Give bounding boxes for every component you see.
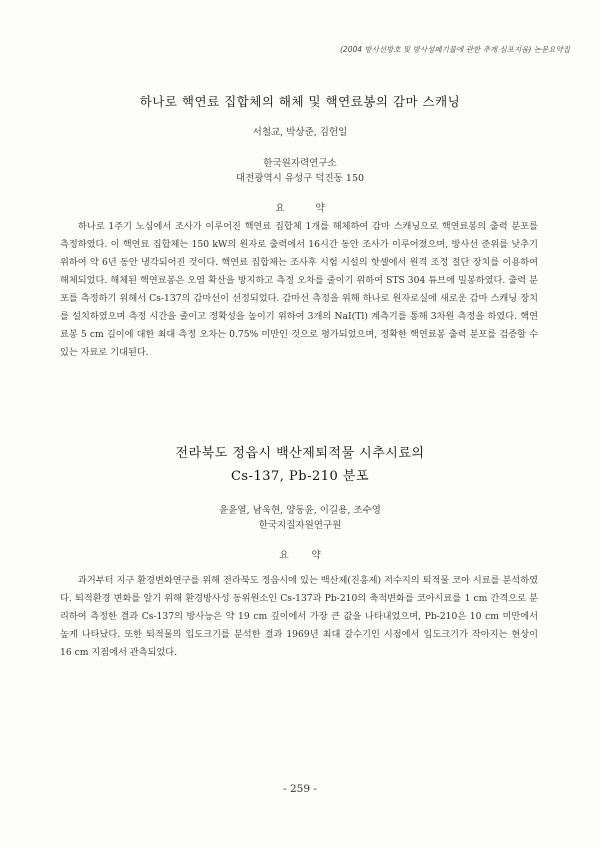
- bleed-through-text: [330, 145, 333, 155]
- paper1-address: 대전광역시 유성구 덕진동 150: [235, 173, 365, 184]
- paper2-authors: 윤윤열, 남욱현, 양동윤, 이길용, 조수영: [219, 505, 381, 516]
- paper1-title: 하나로 핵연료 집합체의 해체 및 핵연료봉의 감마 스캐닝: [139, 94, 461, 109]
- paper2-title-line1: 전라북도 정읍시 백산제퇴적물 시추시료의: [175, 446, 425, 461]
- paper1-abstract: 하나로 1주기 노심에서 조사가 이루어진 핵연료 집합체 1개를 해체하여 감마 스캐닝으로 핵연료봉의 출력 분포를 측정하였다. 이 핵연료 집합체는 150 kW의 원자로 출력에서 16시간 동안 조사가 이루어졌으며, 방사선 준위를 낮추기 위하여 약 6년 동안 냉각되어진 것이다. 핵연료 집합체는 조사후 시험 시설의 핫셀에서 원격 조정 절단 장치를 이용하여 해체되었다. 해체된 핵연료봉은 오염 확산을 방지하고 측정 오차를 줄이기 위하여 STS 304 튜브에 밀봉하였다. 출력 분포를 측정하기 위해서 Cs-137의 감마선이 선정되었다. 감마선 측정을 위해 하나로 원자로실에 새로운 감마 스캐닝 장치를 설치하였으며 측정 시간을 줄이고 정확성을 높이기 위하여 3개의 NaI(Tl) 계측기를 통해 3차원 측정을 하였다. 핵연료봉 5 cm 길이에 대한 최대 측정 오차는 0.75% 미만인 것으로 평가되었으며, 정확한 핵연료봉 출력 분포를 검증할 수 있는 자료로 기대된다.: [60, 221, 538, 358]
- paper2-abstract: 과거부터 지구 환경변화연구를 위해 전라북도 정읍시에 있는 백산제(진흥제) 저수지의 퇴적물 코아 시료를 분석하였다. 퇴적환경 변화를 알기 위해 환경방사성 동위원소인 Cs-137과 Pb-210의 축적변화를 코아시료를 1 cm 간격으로 분리하여 측정한 결과 Cs-137의 방사능은 약 19 cm 깊이에서 가장 큰 값을 나타내었으며, Pb-210은 10 cm 미만에서 높게 나타났다. 또한 퇴적물의 입도크기를 분석한 결과 1969년 최대 갈수기인 시점에서 입도크기가 작아지는 현상이 16 cm 지점에서 관측되었다.: [60, 575, 538, 658]
- paper1-abstract-heading: 요 약: [275, 203, 339, 214]
- paper1-affiliation: 한국원자력연구소: [263, 158, 337, 169]
- paper2-abstract-heading: 요 약: [279, 550, 331, 561]
- page-number: - 259 -: [283, 783, 317, 795]
- paper2-title-line2: Cs-137, Pb-210 분포: [230, 469, 370, 484]
- paper1-authors: 서철교, 박상준, 김헌일: [252, 127, 348, 138]
- paper2-affiliation: 한국지질자원연구원: [258, 520, 342, 531]
- header-note: (2004 방사선방호 및 방사성폐기물에 관한 추계 심포지움) 논문요약집: [340, 45, 570, 54]
